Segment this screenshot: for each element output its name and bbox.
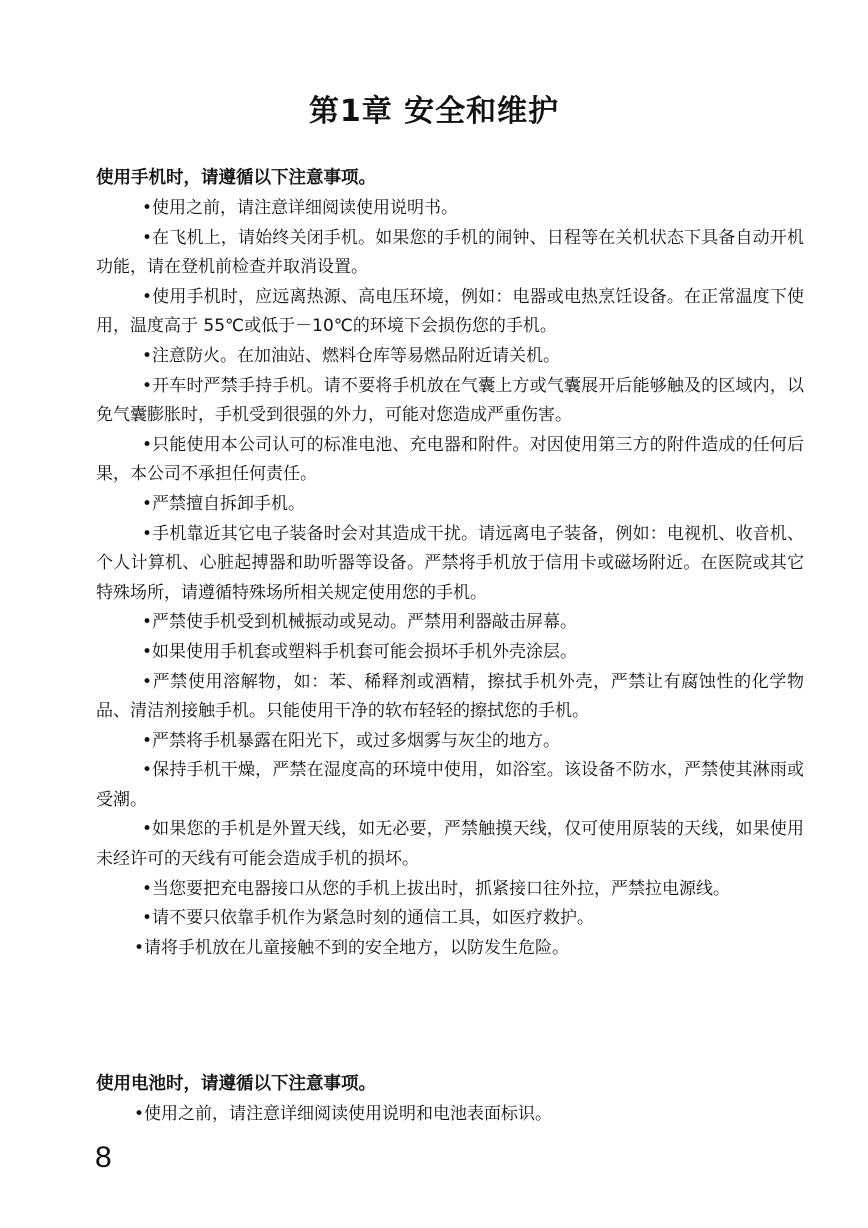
section-heading-phone: 使用手机时，请遵循以下注意事项。 bbox=[96, 168, 376, 188]
safety-item: •在飞机上，请始终关闭手机。如果您的手机的闹钟、日程等在关机状态下具备自动开机功能，请在登机前检查并取消设置。 bbox=[96, 227, 804, 278]
safety-item: •如果您的手机是外置天线，如无必要，严禁触摸天线，仅可使用原装的天线，如果使用未经许可的天线有可能会造成手机的损坏。 bbox=[96, 819, 804, 870]
safety-item: •严禁使用溶解物，如：苯、稀释剂或酒精，擦拭手机外壳，严禁让有腐蚀性的化学物品、清洁剂接触手机。只能使用干净的软布轻轻的擦拭您的手机。 bbox=[96, 671, 804, 722]
safety-item: •只能使用本公司认可的标准电池、充电器和附件。对因使用第三方的附件造成的任何后果，本公司不承担任何责任。 bbox=[96, 434, 804, 485]
safety-item: •开车时严禁手持手机。请不要将手机放在气囊上方或气囊展开后能够触及的区域内，以免气囊膨胀时，手机受到很强的外力，可能对您造成严重伤害。 bbox=[96, 375, 804, 426]
safety-item: •如果使用手机套或塑料手机套可能会损坏手机外壳涂层。 bbox=[142, 641, 578, 662]
safety-item: •请将手机放在儿童接触不到的安全地方，以防发生危险。 bbox=[134, 937, 570, 958]
section-heading-battery: 使用电池时，请遵循以下注意事项。 bbox=[96, 1074, 376, 1094]
safety-item: •注意防火。在加油站、燃料仓库等易燃品附近请关机。 bbox=[142, 345, 561, 366]
safety-item: •请不要只依靠手机作为紧急时刻的通信工具，如医疗救护。 bbox=[142, 908, 595, 929]
safety-item: •使用手机时，应远离热源、高电压环境，例如：电器或电热烹饪设备。在正常温度下使用，温度高于 55℃或低于－10℃的环境下会损伤您的手机。 bbox=[96, 286, 804, 337]
page-number: 8 bbox=[95, 1141, 112, 1174]
phone-safety-section bbox=[96, 162, 804, 963]
safety-item: •保持手机干燥，严禁在湿度高的环境中使用，如浴室。该设备不防水，严禁使其淋雨或受潮。 bbox=[96, 760, 804, 810]
page-title: 第1章 安全和维护 bbox=[308, 94, 560, 129]
safety-item: •使用之前，请注意详细阅读使用说明书。 bbox=[142, 198, 459, 218]
safety-item: •严禁使手机受到机械振动或晃动。严禁用利器敲击屏幕。 bbox=[142, 612, 578, 633]
safety-item: •严禁擅自拆卸手机。 bbox=[142, 493, 306, 514]
safety-item: •当您要把充电器接口从您的手机上拔出时，抓紧接口往外拉，严禁拉电源线。 bbox=[142, 878, 731, 899]
battery-safety-section bbox=[96, 1068, 804, 1130]
safety-item: •严禁将手机暴露在阳光下，或过多烟雾与灰尘的地方。 bbox=[142, 730, 561, 751]
safety-item: •手机靠近其它电子装备时会对其造成干扰。请远离电子装备，例如：电视机、收音机、个人计算机、心脏起搏器和助听器等设备。严禁将手机放于信用卡或磁场附近。在医院或其它特殊场所，请遵循特殊场所相关规定使用您的手机。 bbox=[96, 523, 804, 603]
battery-item: •使用之前，请注意详细阅读使用说明和电池表面标识。 bbox=[134, 1104, 553, 1124]
